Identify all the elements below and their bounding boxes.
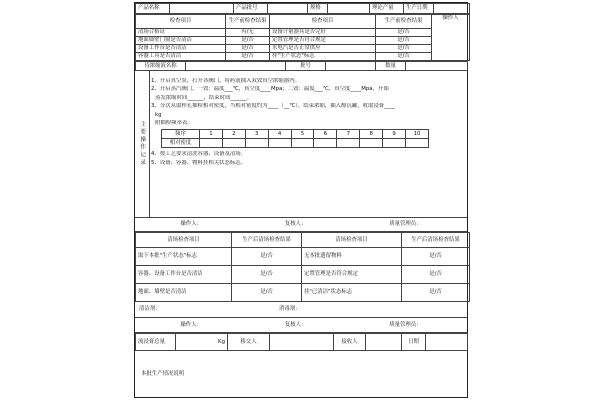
density-frequency-cell: 9 (383, 130, 406, 139)
post-check-item-header-2: 清场检查项目 (302, 233, 402, 248)
density-frequency-cell: 4 (268, 130, 291, 139)
post-check-result[interactable]: 是/否 (232, 266, 302, 284)
density-value-cell[interactable] (291, 139, 314, 148)
post-check-table (135, 232, 470, 302)
production-date-label: 生产日期 (404, 4, 434, 14)
theoretical-output-label: 理论产量 (370, 4, 404, 14)
footer-sign-row (135, 318, 467, 333)
pre-check-item: 定置管理是否符合规定 (270, 37, 376, 45)
cleaning-agents-row (135, 302, 467, 318)
post-check-result[interactable]: 是/否 (402, 266, 470, 284)
material-name-label: 待浓缩液名称 (136, 62, 186, 71)
step-5: 5、设备、容器、物料挂相关状态标志。 (151, 159, 247, 166)
density-frequency-cell: 5 (291, 130, 314, 139)
production-date-value[interactable] (434, 4, 470, 14)
pre-check-result[interactable]: 是/否 (376, 37, 432, 45)
main-ops-operator[interactable]: 操作人： (180, 221, 202, 228)
density-value-cell[interactable] (222, 139, 245, 148)
density-frequency-label: 频序 (162, 130, 200, 139)
header-table (135, 3, 470, 14)
step-2a: 2、开启蒸汽阀门，一效：温度___℃，真空度____Mpa；二效：温度___℃，真空度____Mpa，开始 (151, 86, 389, 93)
density-frequency-cell: 10 (406, 130, 429, 139)
step-1: 1、开启真空泵，打开各阀门，将药液抽入双效真空浓缩器内。 (151, 78, 300, 84)
step-3b: kg (155, 111, 162, 118)
handover-table (135, 333, 468, 351)
notes-block[interactable] (135, 351, 467, 399)
post-check-result[interactable]: 是/否 (232, 248, 302, 266)
spec-value[interactable] (328, 4, 370, 14)
post-check-item-header: 清场检查项目 (136, 233, 232, 248)
material-batch-value[interactable] (326, 62, 376, 71)
material-qty-label: 数量 (376, 62, 406, 71)
pre-check-result-header: 生产前检查结果 (226, 15, 270, 29)
step-3c: 附抽检频率表。 (155, 119, 193, 126)
production-record-sheet (134, 2, 468, 398)
main-operations-side-label: 主要操作记录 (135, 71, 150, 217)
step-2b: 蒸发浓缩时间______，结束时间______。 (155, 94, 253, 101)
handover-value[interactable] (270, 334, 334, 351)
product-name-value[interactable] (170, 4, 234, 14)
flow-total-unit: Kg (176, 334, 228, 351)
density-value-cell[interactable] (314, 139, 337, 148)
pre-check-item: 设备计量器具是否完好 (270, 29, 376, 37)
product-name-label: 产品名称 (136, 4, 170, 14)
density-frequency-cell: 6 (314, 130, 337, 139)
density-label: 相对密度 (162, 139, 200, 148)
pre-check-result-header-2: 生产前检查结果 (376, 15, 432, 29)
post-check-result[interactable]: 是/否 (402, 248, 470, 266)
pre-check-item: 挂"生产状态"标志 (270, 53, 376, 61)
pre-check-operator-header: 操作人 (432, 15, 470, 61)
step-4: 4、按工艺要求清洗容器、设备及清场。 (151, 151, 247, 158)
pre-check-item-header-2: 检查项目 (270, 15, 376, 29)
footer-qa[interactable]: 质量管理员： (389, 321, 422, 328)
pre-check-result[interactable]: 是/否 (376, 45, 432, 53)
density-frequency-cell: 7 (337, 130, 360, 139)
density-value-cell[interactable] (337, 139, 360, 148)
main-operations-block (135, 71, 467, 218)
footer-operator[interactable]: 操作人： (180, 321, 202, 328)
pre-check-item: 容器工具是否清洁 (136, 53, 226, 61)
density-value-cell[interactable] (383, 139, 406, 148)
main-ops-sign-row (135, 218, 467, 232)
density-frequency-cell: 2 (222, 130, 245, 139)
date-value[interactable] (426, 334, 468, 351)
post-check-result[interactable]: 是/否 (232, 284, 302, 302)
pre-check-result[interactable]: 是/否 (226, 37, 270, 45)
density-value-cell[interactable] (245, 139, 268, 148)
density-frequency-table (161, 129, 429, 148)
material-table (135, 61, 468, 71)
density-frequency-cell: 1 (200, 130, 223, 139)
product-batch-value[interactable] (268, 4, 308, 14)
pre-check-item-header: 检查项目 (136, 15, 226, 29)
product-batch-label: 产品批号 (234, 4, 268, 14)
post-check-result-header: 生产后清场检查结果 (232, 233, 302, 248)
density-value-cell[interactable] (360, 139, 383, 148)
receiver-value[interactable] (366, 334, 402, 351)
post-check-item: 容器、设备工作台是否清洁 (136, 266, 232, 284)
footer-reviewer[interactable]: 复核人： (284, 321, 307, 328)
post-check-item: 取下本批"生产状态"标志 (136, 248, 232, 266)
cleaner-label[interactable]: 清洁剂： (139, 306, 161, 313)
main-ops-qa[interactable]: 质量管理员： (389, 221, 422, 228)
density-value-cell[interactable] (268, 139, 291, 148)
operation-steps (151, 73, 465, 168)
date-label: 日期 (402, 334, 426, 351)
pre-check-table (135, 14, 470, 61)
pre-check-item: 水电汽是否正常供应 (270, 45, 376, 53)
flow-total-label: 流浸膏总量 (136, 334, 176, 351)
pre-check-item: 设备工作台是否清洁 (136, 45, 226, 53)
post-check-result-header-2: 生产后清场检查结果 (402, 233, 470, 248)
post-check-item: 地面、墙壁是否清洁 (136, 284, 232, 302)
density-frequency-cell: 3 (245, 130, 268, 139)
post-check-item: 定置管理是否符合规定 (302, 266, 402, 284)
pre-check-result[interactable]: 是/否 (376, 53, 432, 61)
post-check-item: 挂"已清洁"状态标志 (302, 284, 402, 302)
pre-check-result[interactable]: 是/否 (226, 53, 270, 61)
density-frequency-cell: 8 (360, 130, 383, 139)
material-name-value[interactable] (186, 62, 286, 71)
spec-label: 规格 (308, 4, 328, 14)
main-ops-reviewer[interactable]: 复核人： (284, 221, 307, 228)
material-qty-value[interactable] (406, 62, 468, 71)
disinfectant-label[interactable]: 消毒剂： (279, 306, 301, 313)
pre-check-result[interactable]: 有/无 (226, 29, 270, 37)
step-3a: 3、分次从取样孔抽检相对密度，当相对密度约为____（__℃），结束浓缩，抽入醇沉罐，收取浸膏____ (151, 103, 395, 110)
post-check-result[interactable]: 是/否 (402, 284, 470, 302)
pre-check-item: 地面墙壁门窗是否清洁 (136, 37, 226, 45)
notes-label: 本批生产情况说明 (141, 371, 185, 377)
handover-label: 移交人 (228, 334, 270, 351)
pre-check-result[interactable]: 是/否 (376, 29, 432, 37)
density-value-cell[interactable] (406, 139, 429, 148)
pre-check-item: 清场合格证 (136, 29, 226, 37)
post-check-item: 无本批遗留物料 (302, 248, 402, 266)
density-value-cell[interactable] (200, 139, 223, 148)
receiver-label: 接收人 (334, 334, 366, 351)
pre-check-result[interactable]: 是/否 (226, 45, 270, 53)
material-batch-label: 批号 (286, 62, 326, 71)
